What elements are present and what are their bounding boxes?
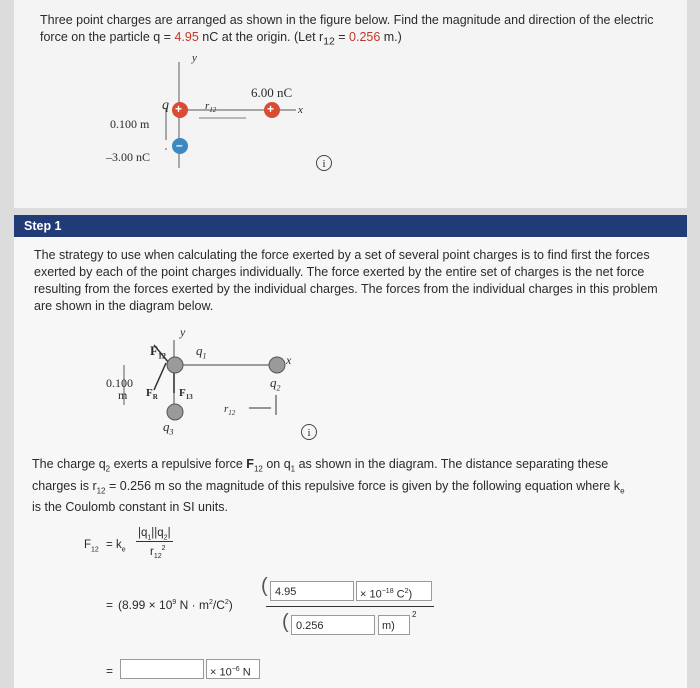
fig2-q1-label: $q_1$ xyxy=(196,343,207,361)
minus-icon: – xyxy=(176,138,183,152)
plus-icon: + xyxy=(175,102,183,116)
problem-q-value: 4.95 xyxy=(174,30,199,44)
distance-input[interactable]: 0.256 xyxy=(291,615,375,635)
eq2-equals: = xyxy=(106,598,114,612)
fig2-fr-label: $F_R$ xyxy=(146,387,158,402)
eq2-paren-left: ( xyxy=(282,611,289,633)
fig1-y-label: y xyxy=(192,52,197,64)
fig1-distance: 0.100 m xyxy=(110,117,150,131)
fig2-y-label: y xyxy=(180,325,186,339)
distance-unit-box: m) xyxy=(378,615,410,635)
fig2-dist-bottom: m xyxy=(118,388,128,402)
charge-diagram xyxy=(14,0,687,208)
step-panel xyxy=(14,215,687,688)
strategy-text: The strategy to use when calculating the force exerted by a set of several point charges is to find first the forces exerted by each of the point charges individually. The force exerted by the entire set of charges is the net force resulting from the forces exerted by the individual charges. The forces from the individual charges in this problem are shown in the diagram below. xyxy=(34,248,658,313)
problem-r12-sub: 12 xyxy=(323,36,335,48)
eq1-numerator: $|q_1||q_2|$ xyxy=(138,527,171,542)
fig2-dist-top: 0.100 xyxy=(106,376,133,390)
repulsive-explanation: The charge $q_2$ exerts a repulsive force $F_{12}$ on $q_1$ as shown in the diagram. The distance separating these charges is $r_{12} = 0.256$ m so the magnitude of this repulsive force is given by the following equation where $k_e$ is the Coulomb constant in SI units. xyxy=(32,457,625,514)
q1-circle xyxy=(167,357,183,373)
problem-r12-value: 0.256 xyxy=(349,30,381,44)
fig2-x-label: x xyxy=(286,353,292,367)
eq2-square: 2 xyxy=(412,610,417,619)
problem-text-2: nC at the origin. (Let r xyxy=(198,30,324,44)
fig1-r12-label: $r_{12}$ xyxy=(205,100,217,115)
plus-icon: + xyxy=(267,102,275,116)
q3-circle xyxy=(167,404,183,420)
q2-circle xyxy=(269,357,285,373)
problem-text-1: Three point charges are arranged as shown in the figure below. Find the magnitude and direction of the electric force on the particle q = xyxy=(40,13,654,44)
eq2-constant: ($8.99 \times 10^9$ $N \cdot m^2/C^2$) xyxy=(118,598,233,612)
charge-product-unit-box: × $10^{-18}$ $C^2$) xyxy=(356,581,432,601)
fig1-charge-bottom: –3.00 nC xyxy=(106,150,151,164)
fig2-f12-label: $F_{12}$ xyxy=(150,343,166,361)
fig2-f13-label: $F_{13}$ xyxy=(179,387,193,402)
force-unit-box: × $10^{-6}$ N xyxy=(206,659,260,679)
fig2-q2-label: $q_2$ xyxy=(270,375,281,393)
eq2-open-paren: ( xyxy=(261,575,268,597)
problem-text-eq: = xyxy=(334,30,350,44)
fig2-r12-label: $r_{12}$ xyxy=(224,403,236,418)
fig1-charge-right: 6.00 nC xyxy=(251,85,293,100)
fig1-q-label: q xyxy=(162,98,169,113)
fig1-x-label: x xyxy=(298,104,303,116)
problem-text-3: m.) xyxy=(380,30,402,44)
step-title: Step 1 xyxy=(24,219,62,233)
info-icon[interactable]: i xyxy=(316,155,332,171)
force-answer-input[interactable] xyxy=(120,659,204,679)
eq1-lhs: $F_{12} = k_e$ xyxy=(84,539,126,554)
eq2-fraction-bar xyxy=(266,606,434,607)
eq1-denominator: $r_{12}^2$ xyxy=(150,545,166,561)
problem-panel xyxy=(14,0,687,208)
info-icon[interactable]: i xyxy=(301,424,317,440)
eq3-equals: = xyxy=(106,664,114,678)
fig2-q3-label: $q_3$ xyxy=(163,419,174,437)
charge-product-input[interactable]: 4.95 xyxy=(270,581,354,601)
fr-arrow xyxy=(154,363,166,390)
